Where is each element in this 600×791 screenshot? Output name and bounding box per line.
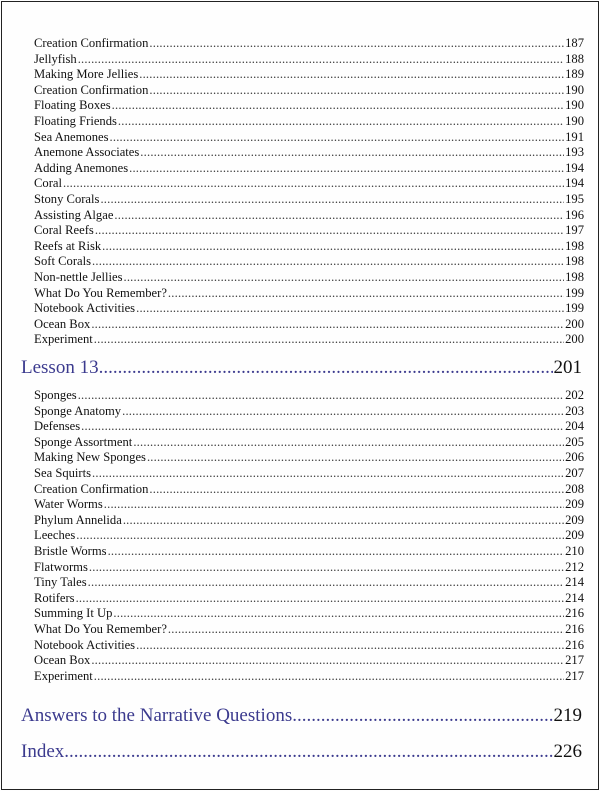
toc-entry[interactable] [34,513,584,529]
toc-entry-title: Making New Sponges [34,450,146,465]
toc-entry[interactable] [34,161,584,177]
toc-entry[interactable] [34,270,584,286]
dot-leader [110,130,565,146]
dot-leader [95,223,564,239]
toc-entry[interactable] [34,653,584,669]
dot-leader [112,98,564,114]
toc-entry-page: 198 [565,254,584,269]
dot-leader [168,622,564,638]
toc-entry-title: Notebook Activities [34,637,136,652]
toc-entry[interactable] [34,52,584,68]
toc-entry[interactable] [34,332,584,348]
toc-entry-title: Defenses [34,419,81,434]
dot-leader [123,270,564,286]
dot-leader [99,356,553,380]
toc-entry[interactable] [34,544,584,560]
dot-leader [102,239,564,255]
toc-entry-page: 216 [565,637,584,652]
toc-entry-title: Coral [34,176,62,191]
lesson-heading[interactable] [21,356,582,380]
toc-entry[interactable] [34,404,584,420]
dot-leader [139,67,564,83]
toc-entry-page: 200 [565,316,584,331]
toc-entry[interactable] [34,466,584,482]
toc-entry[interactable] [34,208,584,224]
toc-entry-title: Sponge Anatomy [34,403,122,418]
toc-entry-title: Tiny Tales [34,575,87,590]
section-heading-title: Answers to the Narrative Questions [21,705,293,726]
toc-entry-title: Experiment [34,668,93,683]
toc-entry-title: Soft Corals [34,254,92,269]
toc-entry-page: 217 [565,668,584,683]
section-heading-page: 219 [553,705,582,726]
dot-leader [140,145,564,161]
toc-entry-page: 209 [565,528,584,543]
toc-entry-page: 207 [565,466,584,480]
toc-entry-title: Rotifers [34,590,75,605]
dot-leader [91,653,564,669]
dot-leader [78,388,564,404]
dot-leader [64,740,552,764]
toc-entry[interactable] [34,450,584,466]
toc-entry-title: What Do You Remember? [34,622,167,636]
dot-leader [136,638,564,654]
toc-entry[interactable] [34,419,584,435]
toc-entry-title: Reefs at Risk [34,238,102,253]
toc-entry[interactable] [34,130,584,146]
toc-entry-page: 198 [565,270,584,284]
toc-entry[interactable] [34,301,584,317]
toc-entry-page: 187 [565,36,584,50]
toc-entry[interactable] [34,145,584,161]
toc-entry-title: Floating Boxes [34,98,111,113]
toc-entry[interactable] [34,606,584,622]
dot-leader [123,513,564,529]
dot-leader [88,575,564,591]
toc-entry-page: 189 [565,67,584,82]
dot-leader [108,544,565,560]
toc-entry[interactable] [34,669,584,685]
toc-entry-page: 214 [565,575,584,590]
toc-entry[interactable] [34,286,584,302]
dot-leader [76,528,564,544]
dot-leader [168,286,564,302]
toc-entry[interactable] [34,591,584,607]
toc-entry-title: Coral Reefs [34,223,94,238]
toc-entry-title: Flatworms [34,559,88,574]
dot-leader [136,301,564,317]
toc-entry-page: 204 [565,419,584,434]
toc-entry-page: 210 [565,544,584,558]
toc-entry-title: Non-nettle Jellies [34,270,123,284]
toc-entry[interactable] [34,560,584,576]
dot-leader [92,254,564,270]
toc-entry-title: Ocean Box [34,316,91,331]
toc-entry-page: 195 [565,192,584,206]
toc-entry-page: 200 [565,332,584,347]
toc-entry-title: Sea Anemones [34,129,109,144]
toc-entry-title: Assisting Algae [34,207,114,222]
toc-entry-page: 196 [565,207,584,222]
toc-entry[interactable] [34,114,584,130]
toc-entry-title: Creation Confirmation [34,36,149,50]
toc-entry-page: 190 [565,82,584,97]
dot-leader [63,176,564,192]
toc-entry-title: Sponges [34,388,77,402]
dot-leader [94,669,564,685]
toc-entry-title: Ocean Box [34,653,91,668]
toc-entry-page: 214 [565,590,584,605]
dot-leader [89,560,564,576]
toc-entry-page: 202 [565,388,584,402]
toc-entry[interactable] [34,497,584,513]
toc-entry-title: Phylum Annelida [34,512,122,527]
toc-entry[interactable] [34,192,584,208]
toc-entry-page: 190 [565,98,584,113]
toc-entry[interactable] [34,223,584,239]
toc-entry-page: 206 [565,450,584,465]
toc-entry[interactable] [34,67,584,83]
dot-leader [113,606,564,622]
toc-entry-page: 190 [565,114,584,128]
toc-entry-page: 197 [565,223,584,238]
toc-entry-page: 194 [565,176,584,191]
toc-entry-title: Stony Corals [34,192,100,206]
toc-entry-title: Bristle Worms [34,544,107,558]
toc-entry-title: Sponge Assortment [34,434,133,449]
toc-entry-page: 209 [565,512,584,527]
dot-leader [104,497,564,513]
toc-entry-page: 191 [565,129,584,144]
section-heading-page: 226 [553,741,582,762]
toc-entry-title: Summing It Up [34,606,113,621]
dot-leader [122,404,564,420]
toc-entry-page: 205 [565,434,584,449]
toc-entry-page: 212 [565,559,584,574]
dot-leader [292,704,552,728]
toc-entry[interactable] [34,239,584,255]
toc-entry-title: Sea Squirts [34,466,92,480]
dot-leader [81,419,564,435]
lesson-heading-page: 201 [553,357,582,378]
toc-entry-page: 208 [565,481,584,496]
toc-entry-page: 217 [565,653,584,668]
dot-leader [92,466,564,482]
toc-entry-title: Making More Jellies [34,67,139,82]
toc-entry[interactable] [34,388,584,404]
toc-entry-page: 199 [565,285,584,300]
toc-entry-title: Floating Friends [34,114,117,128]
section-heading-title: Index [21,741,65,762]
toc-entry-title: What Do You Remember? [34,285,167,300]
dot-leader [114,208,564,224]
dot-leader [149,36,564,52]
toc-entry-page: 203 [565,403,584,418]
dot-leader [147,450,564,466]
toc-entry-title: Creation Confirmation [34,481,149,496]
toc-entry[interactable] [34,83,584,99]
toc-entry[interactable] [34,98,584,114]
dot-leader [76,591,565,607]
toc-entry-title: Leeches [34,528,76,543]
dot-leader [78,52,564,68]
dot-leader [91,317,564,333]
toc-entry-page: 216 [565,622,584,636]
toc-entry[interactable] [34,254,584,270]
toc-entry[interactable] [34,176,584,192]
dot-leader [94,332,564,348]
toc-entry[interactable] [34,638,584,654]
toc-entry-page: 198 [565,238,584,253]
dot-leader [100,192,564,208]
toc-entry-title: Anemone Associates [34,145,140,160]
toc-entry[interactable] [34,435,584,451]
toc-entry[interactable] [34,482,584,498]
toc-entry-page: 209 [565,497,584,512]
toc-entry[interactable] [34,528,584,544]
toc-entry-title: Creation Confirmation [34,82,149,97]
toc-entry-page: 199 [565,301,584,316]
toc-entry[interactable] [34,575,584,591]
toc-entry-title: Jellyfish [34,51,77,66]
toc-entry-page: 194 [565,160,584,175]
lesson-heading-title: Lesson 13 [21,357,99,378]
toc-entry-page: 188 [565,51,584,66]
toc-entry[interactable] [34,36,584,52]
dot-leader [149,83,564,99]
dot-leader [118,114,564,130]
toc-entry-title: Notebook Activities [34,301,136,316]
toc-entry[interactable] [34,317,584,333]
toc-entry-page: 193 [565,145,584,160]
section-heading[interactable] [21,704,582,728]
dot-leader [129,161,564,177]
dot-leader [149,482,564,498]
toc-entry-page: 216 [565,606,584,621]
dot-leader [133,435,564,451]
toc-entry-title: Experiment [34,332,93,347]
toc-entry[interactable] [34,622,584,638]
section-heading[interactable] [21,740,582,764]
toc-entry-title: Water Worms [34,497,103,512]
toc-entry-title: Adding Anemones [34,160,129,175]
